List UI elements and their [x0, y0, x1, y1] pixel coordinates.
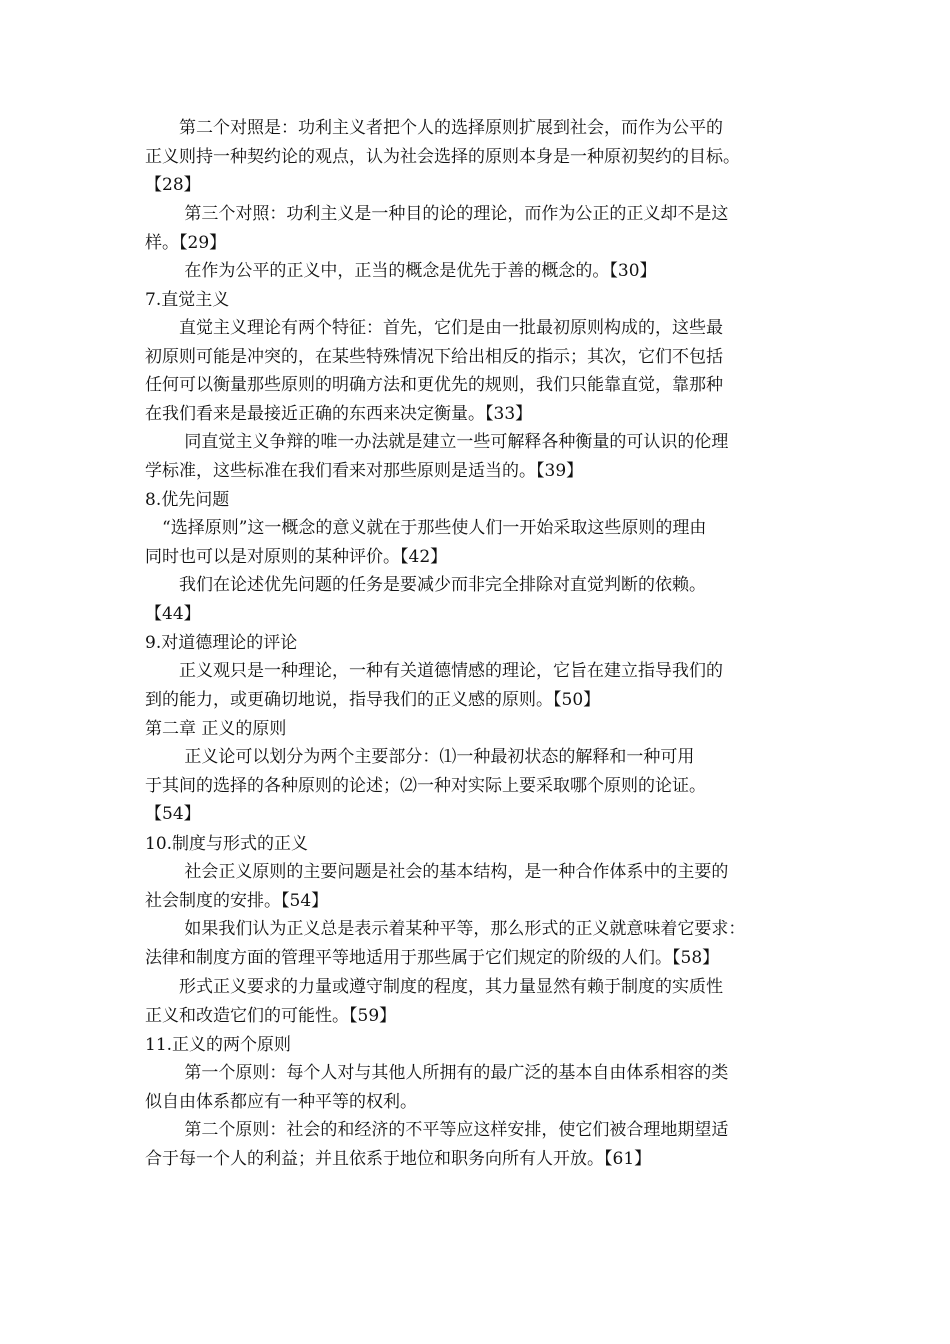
paragraph-line: 任何可以衡量那些原则的明确方法和更优先的规则，我们只能靠直觉，靠那种 — [145, 375, 723, 395]
paragraph — [145, 1116, 817, 1173]
paragraph-line: 正义则持一种契约论的观点，认为社会选择的原则本身是一种原初契约的目标。 — [145, 146, 740, 167]
paragraph-line: 社会正义原则的主要问题是社会的基本结构，是一种合作体系中的主要的 — [145, 862, 729, 882]
paragraph-line: 法律和制度方面的管理平等地适用于那些属于它们规定的阶级的人们。【58】 — [145, 947, 720, 968]
paragraph — [145, 973, 817, 1030]
paragraph — [145, 915, 817, 972]
paragraph-line: 如果我们认为正义总是表示着某种平等，那么形式的正义就意味着它要求： — [145, 919, 746, 939]
paragraph-line: 在作为公平的正义中，正当的概念是优先于善的概念的。【30】 — [145, 261, 657, 281]
paragraph — [145, 257, 817, 286]
paragraph-line: 第二个原则：社会的和经济的不平等应这样安排，使它们被合理地期望适 — [145, 1120, 729, 1140]
paragraph-line: “选择原则”这一概念的意义就在于那些使人们一开始采取这些原则的理由 — [145, 518, 707, 538]
paragraph-line: 正义观只是一种理论，一种有关道德情感的理论，它旨在建立指导我们的 — [145, 661, 723, 681]
section-heading: 9.对道德理论的评论 — [145, 633, 298, 653]
paragraph-line: 学标准，这些标准在我们看来对那些原则是适当的。【39】 — [145, 460, 584, 481]
section-heading: 7.直觉主义 — [145, 290, 230, 310]
paragraph-line: 于其间的选择的各种原则的论述；⑵一种对实际上要采取哪个原则的论证。 — [145, 775, 706, 796]
paragraph-line: 【28】 — [145, 175, 201, 195]
paragraph-line: 社会制度的安排。【54】 — [145, 890, 329, 911]
paragraph — [145, 657, 817, 714]
section-heading: 10.制度与形式的正义 — [145, 834, 309, 854]
paragraph-line: 同时也可以是对原则的某种评价。【42】 — [145, 546, 448, 567]
paragraph-line: 同直觉主义争辩的唯一办法就是建立一些可解释各种衡量的可认识的伦理 — [145, 432, 729, 452]
paragraph — [145, 428, 817, 485]
paragraph — [145, 858, 817, 915]
paragraph-line: 正义和改造它们的可能性。【59】 — [145, 1005, 397, 1026]
paragraph-line: 第二个对照是：功利主义者把个人的选择原则扩展到社会，而作为公平的 — [145, 118, 723, 138]
paragraph-line: 我们在论述优先问题的任务是要减少而非完全排除对直觉判断的依赖。 — [145, 575, 706, 595]
paragraph — [145, 114, 817, 200]
paragraph-line: 似自由体系都应有一种平等的权利。 — [145, 1091, 417, 1112]
paragraph-line: 【54】 — [145, 804, 201, 824]
paragraph-line: 初原则可能是冲突的，在某些特殊情况下给出相反的指示；其次，它们不包括 — [145, 346, 723, 367]
section-heading: 11.正义的两个原则 — [145, 1035, 292, 1055]
paragraph-line: 到的能力，或更确切地说，指导我们的正义感的原则。【50】 — [145, 689, 601, 710]
paragraph-line: 直觉主义理论有两个特征：首先，它们是由一批最初原则构成的，这些最 — [145, 318, 723, 338]
paragraph — [145, 571, 817, 628]
paragraph — [145, 314, 817, 428]
paragraph — [145, 1059, 817, 1116]
paragraph-line: 合于每一个人的利益；并且依系于地位和职务向所有人开放。【61】 — [145, 1148, 652, 1169]
paragraph-line: 第三个对照：功利主义是一种目的论的理论，而作为公正的正义却不是这 — [145, 204, 729, 224]
paragraph-line: 【44】 — [145, 603, 201, 624]
paragraph — [145, 200, 817, 257]
paragraph-line: 第一个原则：每个人对与其他人所拥有的最广泛的基本自由体系相容的类 — [145, 1063, 729, 1083]
paragraph — [145, 743, 817, 829]
paragraph-line: 正义论可以划分为两个主要部分：⑴一种最初状态的解释和一种可用 — [145, 747, 695, 767]
section-heading: 8.优先问题 — [145, 490, 230, 510]
section-heading: 第二章 正义的原则 — [145, 719, 287, 739]
paragraph-line: 形式正义要求的力量或遵守制度的程度，其力量显然有赖于制度的实质性 — [145, 977, 723, 997]
paragraph-line: 在我们看来是最接近正确的东西来决定衡量。【33】 — [145, 403, 533, 424]
paragraph-line: 样。【29】 — [145, 232, 227, 253]
paragraph — [145, 514, 817, 571]
